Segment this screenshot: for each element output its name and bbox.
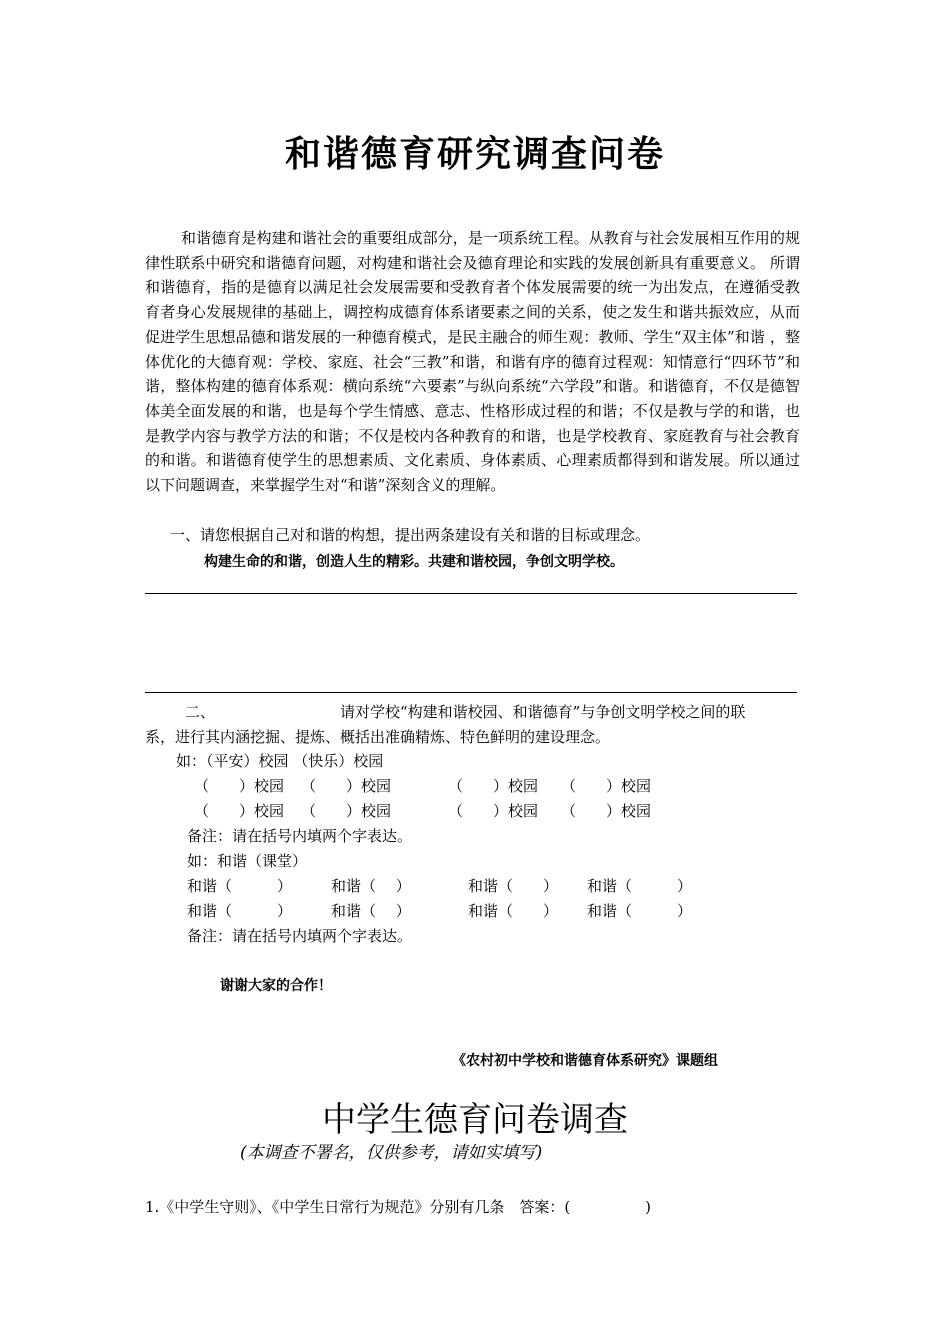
blank-harmony: 和谐（ ） — [468, 902, 559, 920]
blank-campus: （ ）校园 — [561, 802, 652, 820]
answer-line — [145, 692, 797, 693]
question-1-answer: 构建生命的和谐，创造人生的精彩。共建和谐校园，争创文明学校。 — [204, 554, 624, 570]
example-campus: 如：（平安）校园 （快乐）校园 — [176, 752, 384, 770]
question-1: 一、请您根据自己对和谐的构想，提出两条建设有关和谐的目标或理念。 — [170, 526, 651, 544]
research-group: 《农村初中学校和谐德育体系研究》课题组 — [452, 1053, 718, 1069]
survey-subtitle: (本调查不署名，仅供参考，请如实填写) — [240, 1143, 543, 1163]
intro-paragraph: 和谐德育是构建和谐社会的重要组成部分，是一项系统工程。从教育与社会发展相互作用的规律性联系中研究和谐德育问题，对构建和谐社会及德育理论和实践的发展创新具有重要意义。 所谓和谐德育，指的是德育以满足社会发展需要和受教育者个体发展需要的统一为出发点，在遵循受教育者身心发展规律的基础上，调控构成德育体系诸要素之间的关系，使之发生和谐共振效应，从而促进学生思想品德和谐发展的一种德育模式，是民主融合的师生观：教师、学生“双主体”和谐 ，整体优化的大德育观：学校、家庭、社会“三教”和谐，和谐有序的德育过程观：知情意行“四环节”和谐，整体构建的德育体系观：横向系统“六要素”与纵向系统“六学段”和谐。和谐德育，不仅是德智体美全面发展的和谐，也是每个学生情感、意志、性格形成过程的和谐；不仅是教与学的和谐，也是教学内容与教学方法的和谐；不仅是校内各种教育的和谐，也是学校教育、家庭教育与社会教育的和谐。和谐德育使学生的思想素质、文化素质、身体素质、心理素质都得到和谐发展。所以通过以下问题调查，来掌握学生对“和谐”深刻含义的理解。 — [145, 229, 800, 495]
blank-harmony: 和谐（ ） — [331, 902, 411, 920]
blank-harmony: 和谐（ ） — [587, 902, 693, 920]
blank-harmony: 和谐（ ） — [331, 877, 411, 895]
blank-campus: （ ）校园 — [448, 777, 539, 795]
blank-harmony: 和谐（ ） — [187, 877, 293, 895]
blank-campus: （ ）校园 — [448, 802, 539, 820]
blank-harmony: 和谐（ ） — [468, 877, 559, 895]
question-2-text: 请对学校“构建和谐校园、和谐德育”与争创文明学校之间的联 — [340, 703, 746, 721]
blank-campus: （ ）校园 — [194, 802, 285, 820]
survey-question-1: 1.《中学生守则》、《中学生日常行为规范》分别有几条 答案：( ) — [145, 1198, 652, 1216]
answer-line — [145, 593, 797, 594]
question-2-continued: 系，进行其内涵挖掘、提炼、概括出准确精炼、特色鲜明的建设理念。 — [145, 728, 611, 746]
page-title: 和谐德育研究调查问卷 — [284, 133, 665, 175]
blank-campus: （ ）校园 — [301, 802, 392, 820]
example-harmony: 如：和谐（课堂） — [187, 852, 308, 870]
blank-campus: （ ）校园 — [194, 777, 285, 795]
blank-harmony: 和谐（ ） — [587, 877, 693, 895]
thanks-text: 谢谢大家的合作！ — [220, 978, 332, 994]
survey-title: 中学生德育问卷调查 — [322, 1100, 628, 1140]
blank-harmony: 和谐（ ） — [187, 902, 293, 920]
note: 备注：请在括号内填两个字表达。 — [187, 927, 413, 945]
blank-campus: （ ）校园 — [301, 777, 392, 795]
question-2-number: 二、 — [185, 703, 216, 721]
note: 备注：请在括号内填两个字表达。 — [187, 827, 413, 845]
blank-campus: （ ）校园 — [561, 777, 652, 795]
